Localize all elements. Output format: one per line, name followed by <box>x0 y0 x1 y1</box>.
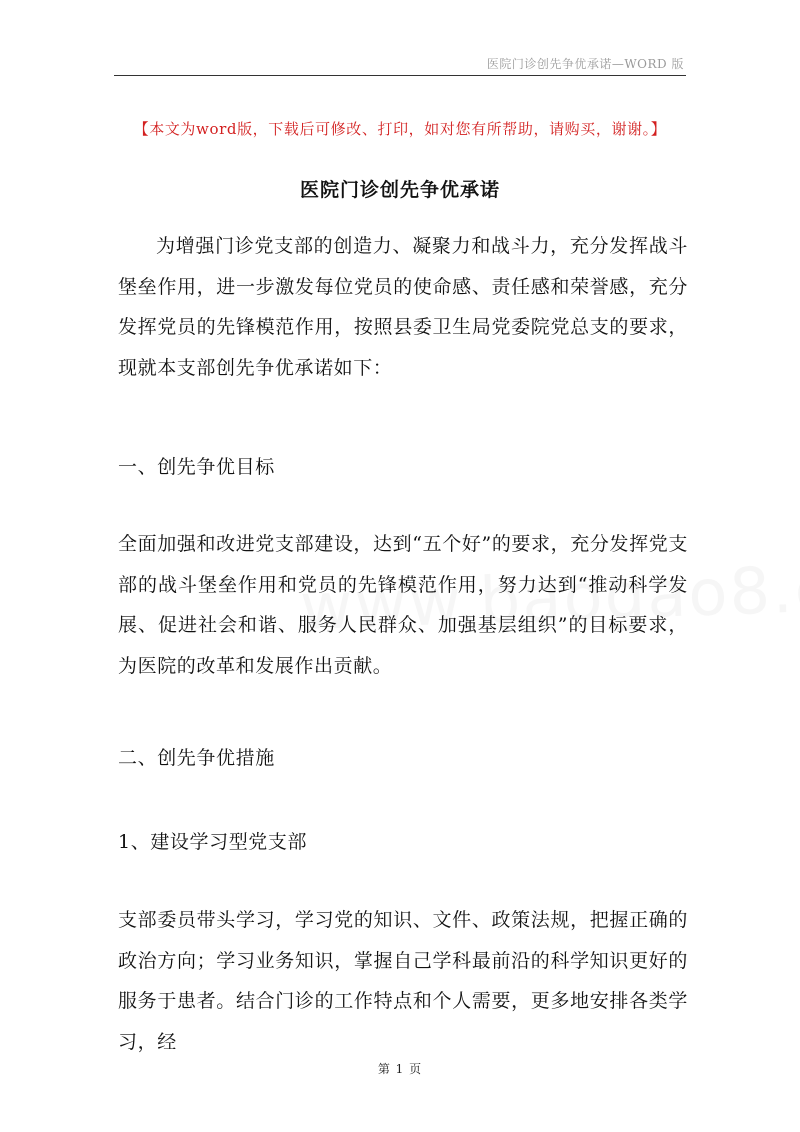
header-divider <box>114 75 686 76</box>
goals-paragraph: 全面加强和改进党支部建设，达到“五个好”的要求，充分发挥党支部的战斗堡垒作用和党员的先锋模范作用，努力达到“推动科学发展、促进社会和谐、服务人民群众、加强基层组织”的目标要求，为医院的改革和发展作出贡献。 <box>118 533 688 677</box>
section-heading-goals: 一、创先争优目标 <box>118 456 275 478</box>
page-header-text: 医院门诊创先争优承诺—WORD 版 <box>486 57 684 71</box>
subsection-heading-learning: 1、建设学习型党支部 <box>118 831 308 853</box>
purchase-notice: 【本文为word版，下载后可修改、打印，如对您有所帮助，请购买，谢谢。】 <box>133 120 667 138</box>
document-title: 医院门诊创先争优承诺 <box>299 179 500 201</box>
learning-paragraph: 支部委员带头学习，学习党的知识、文件、政策法规，把握正确的政治方向；学习业务知识，掌握自己学科最前沿的科学知识更好的服务于患者。结合门诊的工作特点和个人需要，更多地安排各类学习，经 <box>118 909 688 1053</box>
page-number: 第 1 页 <box>377 1062 423 1076</box>
intro-paragraph: 为增强门诊党支部的创造力、凝聚力和战斗力，充分发挥战斗堡垒作用，进一步激发每位党员的使命感、责任感和荣誉感，充分发挥党员的先锋模范作用，按照县委卫生局党委院党总支的要求，现就本支部创先争优承诺如下： <box>118 235 688 379</box>
section-heading-measures: 二、创先争优措施 <box>118 747 275 769</box>
